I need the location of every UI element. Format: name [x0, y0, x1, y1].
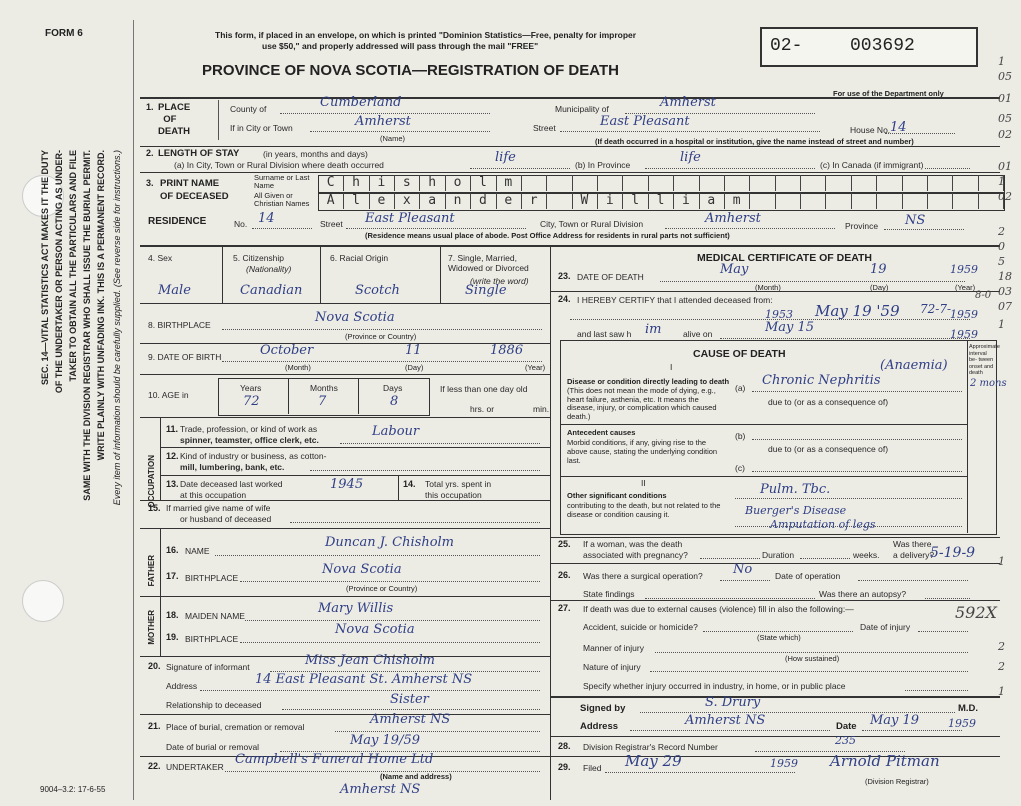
annotation-2: 5-19-9: [930, 545, 976, 561]
date-year: 1959: [948, 717, 976, 730]
roman-1: I: [670, 362, 673, 372]
residence-label: RESIDENCE: [148, 216, 207, 227]
r29-year: 1959: [770, 757, 798, 770]
u22-value-2: Amherst NS: [340, 782, 421, 797]
father-side: FATHER: [147, 555, 156, 587]
opdate-label: Date of operation: [775, 571, 841, 581]
age-years: 72: [243, 394, 260, 409]
o11-value: Labour: [372, 424, 420, 439]
sec3-label2: OF DECEASED: [160, 191, 229, 202]
o13-num: 13.: [166, 479, 179, 489]
cause-c-label: (c): [735, 463, 745, 473]
o13-text2: at this occupation: [180, 490, 247, 500]
letter-cell: a: [699, 193, 725, 209]
other-value-1: Pulm. Tbc.: [760, 482, 831, 497]
r26-value: No: [733, 562, 753, 577]
letter-cell: e: [369, 193, 395, 209]
i20-value: Miss Jean Chisholm: [305, 653, 435, 668]
form-code: 9004–3.2: 17-6-55: [40, 785, 106, 794]
letter-cell: h: [419, 175, 445, 191]
o14-text: Total yrs. spent in: [425, 479, 492, 489]
surname-label: Surname or Last Name: [254, 173, 310, 190]
f17-value: Nova Scotia: [322, 562, 402, 577]
stay-a-value: life: [495, 150, 516, 165]
o11-num: 11.: [166, 424, 179, 434]
due-label-2: due to (or as a consequence of): [768, 444, 889, 454]
f17-label: BIRTHPLACE: [185, 573, 239, 583]
accident-label: Accident, suicide or homicide?: [583, 622, 698, 632]
dir-note: (This does not mean the mode of dying, e.g., heart failure, asthenia, etc. It means the disease, injury, or complication which caused death.): [567, 386, 717, 421]
r27-label: If death was due to external causes (violence) fill in also the following:—: [583, 604, 854, 614]
letter-cell: C: [318, 175, 344, 191]
o14-text2: this occupation: [425, 490, 482, 500]
letter-cell: [597, 175, 623, 191]
r28-label: Division Registrar's Record Number: [583, 742, 718, 752]
ante-label: Antecedent causes: [567, 428, 636, 437]
city-label: If in City or Town: [230, 123, 293, 133]
u22-label: UNDERTAKER: [166, 762, 224, 772]
r25-num: 25.: [558, 539, 571, 549]
o11-text: Trade, profession, or kind of work as: [180, 424, 318, 434]
sec1-num: 1.: [146, 102, 154, 112]
rel-label: Relationship to deceased: [166, 700, 262, 710]
o12-text: Kind of industry or business, as cotton-: [180, 451, 327, 461]
med-title: MEDICAL CERTIFICATE OF DEATH: [697, 252, 872, 264]
cit-label: 5. Citizenship: [233, 253, 285, 263]
sec2-sub: (in years, months and days): [263, 149, 368, 159]
r26-num: 26.: [558, 570, 571, 580]
o14-num: 14.: [403, 479, 416, 489]
r27-num: 27.: [558, 603, 571, 613]
letter-cell: [749, 193, 775, 209]
margin-code: 2: [998, 225, 1005, 238]
letter-cell: [775, 193, 801, 209]
hrs-label: hrs. or: [470, 404, 495, 414]
age-months-hint: Months: [310, 383, 338, 393]
hospital-hint: (If death occurred in a hospital or institution, give the name instead of street and number): [595, 137, 914, 146]
sec2-label: LENGTH OF STAY: [158, 148, 240, 159]
letter-cell: [825, 175, 851, 191]
rel-value: Sister: [390, 692, 429, 707]
nature-label: Nature of injury: [583, 662, 641, 672]
alive-year: 1959: [950, 328, 978, 341]
county-value: Cumberland: [320, 95, 402, 110]
stay-b-value: life: [680, 150, 701, 165]
letter-cell: [521, 175, 547, 191]
side-text-6: Every item of information should be carefully supplied. (See reverse side for instructions.): [112, 150, 122, 506]
letter-cell: x: [394, 193, 420, 209]
margin-code: 02: [998, 128, 1012, 141]
letter-cell: a: [419, 193, 445, 209]
res-no-value: 14: [258, 211, 275, 226]
city-value: Amherst: [355, 114, 411, 129]
letter-cell: [749, 175, 775, 191]
street-label: Street: [533, 123, 556, 133]
margin-code: 0: [998, 240, 1005, 253]
marital-value: Single: [465, 283, 507, 298]
residence-note: (Residence means usual place of abode. Post Office Address for residents in rural parts not sufficient): [365, 231, 730, 240]
specify-label: Specify whether injury occurred in industry, in home, or in public place: [583, 681, 846, 691]
cause-a-note: (Anaemia): [880, 358, 948, 373]
municipality-label: Municipality of: [555, 104, 609, 114]
letter-cell: A: [318, 193, 344, 209]
f16-num: 16.: [166, 545, 179, 555]
letter-cell: [876, 175, 902, 191]
signed-label: Signed by: [580, 703, 626, 714]
margin-code: 18: [998, 270, 1012, 283]
letter-cell: [572, 175, 598, 191]
other-value-3: Amputation of legs: [770, 518, 876, 531]
how-label: (How sustained): [785, 654, 840, 663]
r23-year: 1959: [950, 263, 978, 276]
letter-cell: [800, 193, 826, 209]
res-street-label: Street: [320, 219, 343, 229]
i20-label: Signature of informant: [166, 662, 250, 672]
letter-cell: s: [394, 175, 420, 191]
cause-a-value: Chronic Nephritis: [762, 373, 881, 388]
letter-cell: l: [343, 193, 369, 209]
letter-cell: i: [597, 193, 623, 209]
letter-cell: m: [496, 175, 522, 191]
letter-cell: [699, 175, 725, 191]
birthplace-hint: (Province or Country): [345, 332, 417, 341]
letter-cell: [902, 175, 928, 191]
letter-cell: [952, 175, 978, 191]
f17-num: 17.: [166, 571, 179, 581]
form-label: FORM 6: [45, 28, 83, 39]
letter-cell: [673, 175, 699, 191]
duration-label: Duration: [762, 550, 795, 560]
signed-value: S. Drury: [705, 695, 761, 710]
o15-text: If married give name of wife: [166, 503, 271, 513]
o15-num: 15.: [148, 503, 161, 513]
margin-code: 1: [998, 555, 1005, 568]
annotation-3: 592X: [955, 603, 997, 622]
letter-cell: W: [572, 193, 598, 209]
m18-num: 18.: [166, 610, 179, 620]
envelope-note-1: This form, if placed in an envelope, on which is printed "Dominion Statistics—Free, penalty for improper: [215, 30, 637, 40]
margin-code: 5: [998, 255, 1005, 268]
o15-text2: or husband of deceased: [180, 514, 272, 524]
findings-label: State findings: [583, 589, 635, 599]
m18-label: MAIDEN NAME: [185, 611, 245, 621]
margin-code: 07: [998, 300, 1012, 313]
dob-month: October: [260, 343, 314, 358]
other-label: Other significant conditions: [567, 491, 667, 500]
cit-value: Canadian: [240, 283, 303, 298]
r23-day: 19: [870, 262, 887, 277]
less-day: If less than one day old: [440, 384, 528, 394]
age-years-hint: Years: [240, 383, 262, 393]
letter-cell: [825, 193, 851, 209]
stay-b-label: (b) In Province: [575, 160, 631, 170]
age-months: 7: [318, 394, 327, 409]
cause-title: CAUSE OF DEATH: [693, 348, 786, 360]
o13-text: Date deceased last worked: [180, 479, 283, 489]
b21-label: Place of burial, cremation or removal: [166, 722, 305, 732]
u22-value: Campbell's Funeral Home Ltd: [235, 752, 434, 767]
r24-label: I HEREBY CERTIFY that I attended deceased from:: [577, 295, 773, 305]
m19-label: BIRTHPLACE: [185, 634, 239, 644]
res-prov-value: NS: [905, 213, 926, 228]
age-days-hint: Days: [383, 383, 403, 393]
other-value-2: Buerger's Disease: [745, 504, 847, 517]
addr-value: 14 East Pleasant St. Amherst NS: [255, 672, 473, 687]
letter-cell: r: [521, 193, 547, 209]
letter-cell: i: [673, 193, 699, 209]
sec1-label: PLACE OF DEATH: [158, 102, 191, 137]
delivery-label-2: a delivery?: [893, 550, 935, 560]
res-street-value: East Pleasant: [365, 211, 455, 226]
o13-value: 1945: [330, 477, 364, 492]
occupation-side: OCCUPATION: [147, 455, 156, 508]
envelope-note-2: use $50," and properly addressed will pass through the mail "FREE": [262, 41, 539, 51]
county-label: County of: [230, 104, 267, 114]
r29-num: 29.: [558, 762, 571, 772]
m18-value: Mary Willis: [318, 601, 394, 616]
margin-code: 03: [998, 285, 1012, 298]
side-text-2: OF THE UNDERTAKER OR PERSON ACTING AS UNDER-: [54, 150, 64, 394]
given-label: All Given or Christian Names: [254, 191, 310, 208]
f16-label: NAME: [185, 546, 210, 556]
r25-label-2: associated with pregnancy?: [583, 550, 688, 560]
dob-month-hint: (Month): [285, 363, 311, 372]
letter-cell: h: [343, 175, 369, 191]
i20-num: 20.: [148, 661, 161, 671]
r23-day-hint: (Day): [870, 283, 889, 292]
u22-num: 22.: [148, 761, 161, 771]
letter-cell: l: [648, 193, 674, 209]
addr-label: Address: [166, 681, 198, 691]
letter-cell: e: [496, 193, 522, 209]
res-city-label: City, Town or Rural Division: [540, 219, 644, 229]
r24-year: 1959: [950, 308, 978, 321]
bdate-label: Date of burial or removal: [166, 742, 260, 752]
r29-value: May 29: [625, 752, 682, 770]
m19-value: Nova Scotia: [335, 622, 415, 637]
letter-cell: [546, 193, 572, 209]
dob-day: 11: [405, 343, 422, 358]
manner-label: Manner of injury: [583, 643, 644, 653]
letter-cell: i: [369, 175, 395, 191]
marital-label: 7. Single, Married, Widowed or Divorced: [448, 253, 529, 273]
min-label: min.: [533, 404, 550, 414]
sex-value: Male: [158, 283, 191, 298]
city-name-hint: (Name): [380, 134, 406, 143]
annotation-1: 8-0: [975, 290, 992, 301]
dir-label: Disease or condition directly leading to death: [567, 377, 730, 386]
o12-text2: mill, lumbering, bank, etc.: [180, 462, 285, 472]
race-label: 6. Racial Origin: [330, 253, 389, 263]
registrar-hint: (Division Registrar): [865, 777, 929, 786]
letter-cell: o: [445, 175, 471, 191]
letter-cell: l: [470, 175, 496, 191]
r28-num: 28.: [558, 741, 571, 751]
interval-hint: Approximate interval be- tween onset and death: [969, 344, 1000, 376]
res-city-value: Amherst: [705, 211, 761, 226]
age-label: 10. AGE in: [148, 390, 189, 400]
marital-sub: (write the word): [470, 276, 529, 286]
municipality-value: Amherst: [660, 95, 716, 110]
margin-code: 02: [998, 190, 1012, 203]
m19-num: 19.: [166, 632, 179, 642]
house-value: 14: [890, 120, 907, 135]
registration-number: 003692: [850, 36, 915, 56]
other-note: contributing to the death, but not related to the disease or condition causing it.: [567, 501, 721, 519]
res-prov-label: Province: [845, 221, 879, 231]
r23-month-hint: (Month): [755, 283, 781, 292]
letter-cell: [927, 175, 953, 191]
date-value: May 19: [870, 713, 920, 728]
r28-value: 235: [835, 734, 856, 747]
autopsy-label: Was there an autopsy?: [819, 589, 907, 599]
side-text-3: TAKER TO OBTAIN ALL THE PARTICULARS AND FILE: [68, 150, 78, 382]
margin-code: 05: [998, 112, 1012, 125]
state-which: (State which): [757, 633, 801, 642]
dob-year: 1886: [490, 343, 524, 358]
stay-c-label: (c) In Canada (if immigrant): [820, 160, 924, 170]
b21-value: Amherst NS: [370, 712, 451, 727]
lastsaw-value: im: [645, 322, 662, 337]
letter-cell: [952, 193, 978, 209]
margin-code: 2: [998, 640, 1005, 653]
mother-side: MOTHER: [147, 610, 156, 645]
margin-code: 1: [998, 685, 1005, 698]
page-title: PROVINCE OF NOVA SCOTIA—REGISTRATION OF DEATH: [202, 62, 619, 79]
margin-code: 1: [998, 175, 1005, 188]
ante-note: Morbid conditions, if any, giving rise to the above cause, stating the underlying condition last.: [567, 438, 718, 465]
letter-cell: l: [622, 193, 648, 209]
r26-label: Was there a surgical operation?: [583, 571, 703, 581]
dob-label: 9. DATE OF BIRTH: [148, 352, 222, 362]
date-label: Date: [836, 721, 857, 732]
r24-to: May 19 '59: [815, 302, 900, 320]
r23-year-hint: (Year): [955, 283, 976, 292]
letter-cell: [648, 175, 674, 191]
letter-cell: [927, 193, 953, 209]
letter-cell: [622, 175, 648, 191]
birthplace-label: 8. BIRTHPLACE: [148, 320, 211, 330]
delivery-label: Was there: [893, 539, 932, 549]
margin-code: 01: [998, 160, 1012, 173]
res-no-label: No.: [234, 219, 248, 229]
md-label: M.D.: [958, 703, 979, 714]
annotation-4: 72-7-: [920, 302, 952, 316]
b21-num: 21.: [148, 721, 161, 731]
o12-num: 12.: [166, 451, 179, 461]
f17-hint: (Province or Country): [346, 584, 418, 593]
sex-label: 4. Sex: [148, 253, 173, 263]
sec3-label1: PRINT NAME: [160, 178, 220, 189]
letter-cell: [546, 175, 572, 191]
letter-cell: n: [445, 193, 471, 209]
roman-2: II: [641, 478, 646, 488]
letter-cell: [724, 175, 750, 191]
margin-code: 05: [998, 70, 1012, 83]
letter-cell: [851, 175, 877, 191]
o11-text2: spinner, teamster, office clerk, etc.: [180, 435, 319, 445]
sec2-num: 2.: [146, 148, 154, 158]
dob-day-hint: (Day): [405, 363, 424, 372]
r29-label: Filed: [583, 763, 602, 773]
registration-prefix: 02-: [770, 36, 803, 56]
punch-hole-bottom: [22, 580, 64, 622]
letter-cell: [800, 175, 826, 191]
r23-label: DATE OF DEATH: [577, 272, 644, 282]
margin-code: 2: [998, 660, 1005, 673]
r24-from: 1953: [765, 308, 793, 321]
margin-code: 1: [998, 318, 1005, 331]
r24-num: 24.: [558, 294, 571, 304]
margin-code: 01: [998, 92, 1012, 105]
dob-year-hint: (Year): [525, 363, 546, 372]
age-days: 8: [390, 394, 399, 409]
f16-value: Duncan J. Chisholm: [325, 535, 455, 550]
alive-value: May 15: [765, 320, 815, 335]
alive-label: alive on: [683, 329, 713, 339]
house-label: House No.: [850, 125, 891, 135]
cause-a-label: (a): [735, 383, 746, 393]
cause-b-label: (b): [735, 431, 746, 441]
cause-a-interval: 2 mons: [970, 378, 1007, 389]
u22-hint: (Name and address): [380, 772, 452, 781]
address-label: Address: [580, 721, 619, 732]
r23-month: May: [720, 262, 749, 277]
lastsaw-label: and last saw h: [577, 329, 632, 339]
bdate-value: May 19/59: [350, 733, 421, 748]
side-text-5: WRITE PLAINLY WITH UNFADING INK. THIS IS A PERMANENT RECORD.: [96, 150, 106, 461]
dept-use: For use of the Department only: [833, 89, 944, 98]
letter-cell: d: [470, 193, 496, 209]
r25-label: If a woman, was the death: [583, 539, 683, 549]
street-value: East Pleasant: [600, 114, 690, 129]
letter-cell: [775, 175, 801, 191]
registrar-signature: Arnold Pitman: [830, 752, 940, 770]
letter-cell: m: [724, 193, 750, 209]
letter-cell: [876, 193, 902, 209]
cit-sub: (Nationality): [246, 264, 292, 274]
birthplace-value: Nova Scotia: [315, 310, 395, 325]
letter-cell: [851, 193, 877, 209]
stay-a-label: (a) In City, Town or Rural Division where death occurred: [174, 160, 384, 170]
injury-date-label: Date of injury: [860, 622, 911, 632]
weeks-label: weeks.: [853, 550, 880, 560]
side-text-1: SEC. 14—VITAL STATISTICS ACT MAKES IT THE DUTY: [40, 150, 50, 386]
due-label-1: due to (or as a consequence of): [768, 397, 889, 407]
address-value: Amherst NS: [685, 713, 766, 728]
letter-cell: [902, 193, 928, 209]
race-value: Scotch: [355, 283, 400, 298]
r23-num: 23.: [558, 271, 571, 281]
side-text-4: SAME WITH THE DIVISION REGISTRAR WHO SHALL ISSUE THE BURIAL PERMIT.: [82, 150, 92, 501]
sec3-num: 3.: [146, 178, 154, 188]
margin-code: 1: [998, 55, 1005, 68]
